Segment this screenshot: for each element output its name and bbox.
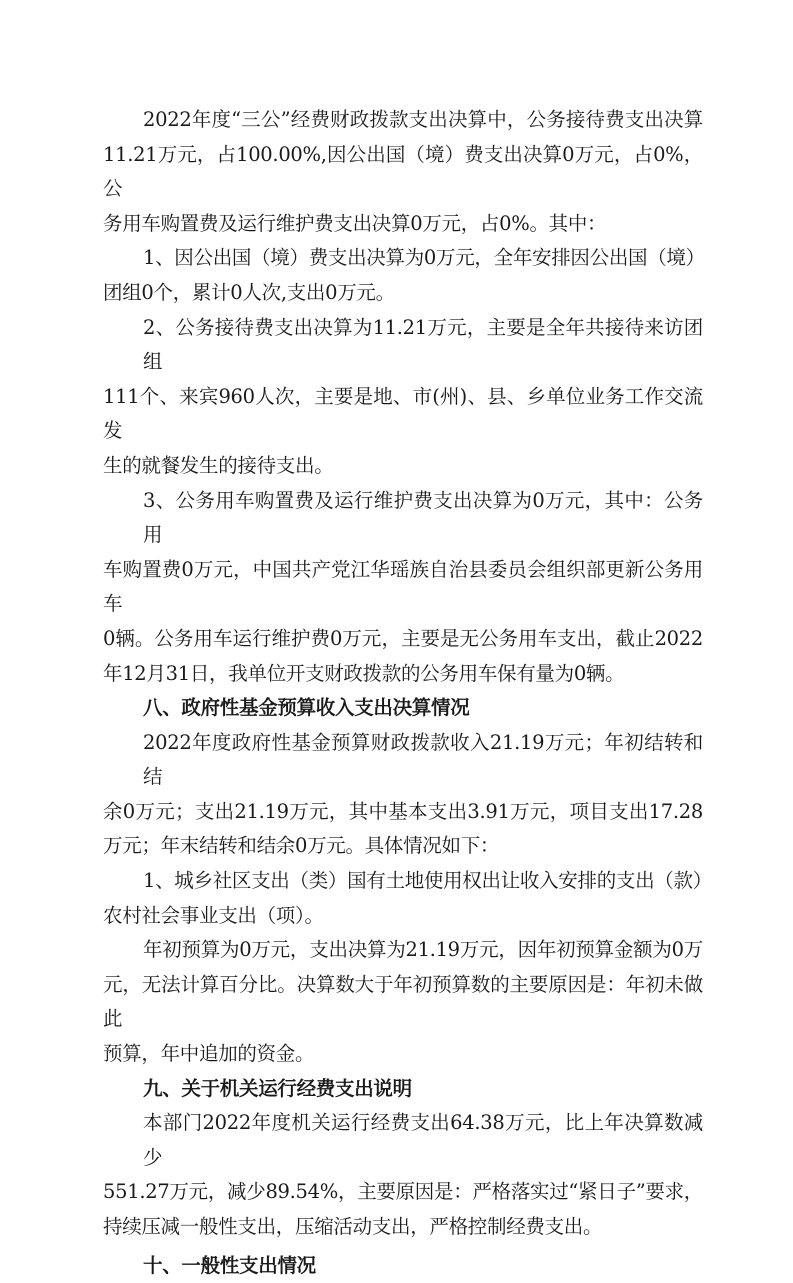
paragraph bbox=[103, 311, 703, 484]
text-line: 1、因公出国（境）费支出决算为0万元，全年安排因公出国（境） bbox=[143, 246, 705, 270]
text-line: 111个、来宾960人次，主要是地、市(州)、县、乡单位业务工作交流发 bbox=[103, 384, 703, 443]
text-line: 0辆。公务用车运行维护费0万元，主要是无公务用车支出，截止2022 bbox=[103, 626, 703, 650]
paragraph bbox=[103, 241, 703, 310]
text-line: 生的就餐发生的接待支出。 bbox=[103, 453, 334, 477]
section-heading bbox=[103, 1072, 703, 1107]
text-line: 农村社会事业支出（项）。 bbox=[103, 903, 324, 927]
text-line: 余0万元；支出21.19万元，其中基本支出3.91万元，项目支出17.28 bbox=[103, 799, 703, 823]
text-line: 元，无法计算百分比。决算数大于年初预算数的主要原因是：年初未做此 bbox=[103, 972, 703, 1031]
text-line: 持续压减一般性支出，压缩活动支出，严格控制经费支出。 bbox=[103, 1215, 603, 1238]
text-line: 11.21万元，占100.00%,因公出国（境）费支出决算0万元，占0%，公 bbox=[103, 142, 703, 201]
text-line: 团组0个，累计0人次,支出0万元。 bbox=[103, 280, 395, 304]
text-line: 年12月31日，我单位开支财政拨款的公务用车保有量为0辆。 bbox=[103, 661, 625, 685]
paragraph bbox=[103, 103, 703, 241]
section-heading bbox=[103, 1249, 703, 1283]
text-line: 1、城乡社区支出（类）国有土地使用权出让收入安排的支出（款） bbox=[143, 869, 712, 893]
text-line: 务用车购置费及运行维护费支出决算0万元，占0%。其中： bbox=[103, 211, 607, 235]
paragraph bbox=[103, 484, 703, 692]
text-line: 年初预算为0万元，支出决算为21.19万元，因年初预算金额为0万 bbox=[143, 938, 703, 962]
text-line: 551.27万元，减少89.54%，主要原因是：严格落实过“紧日子”要求， bbox=[103, 1180, 703, 1204]
text-line: 预算，年中追加的资金。 bbox=[103, 1042, 315, 1066]
paragraph bbox=[103, 864, 712, 933]
paragraph bbox=[103, 726, 703, 864]
text-line: 八、政府性基金预算收入支出决算情况 bbox=[143, 696, 470, 720]
paragraph bbox=[103, 1106, 703, 1244]
text-line: 2022年度政府性基金预算财政拨款收入21.19万元；年初结转和结 bbox=[143, 730, 703, 789]
text-line: 3、公务用车购置费及运行维护费支出决算为0万元，其中：公务用 bbox=[143, 488, 703, 547]
document-body bbox=[103, 103, 712, 1283]
text-line: 2、公务接待费支出决算为11.21万元，主要是全年共接待来访团组 bbox=[143, 315, 703, 374]
paragraph bbox=[103, 933, 703, 1071]
text-line: 本部门2022年度机关运行经费支出64.38万元，比上年决算数减少 bbox=[143, 1111, 703, 1169]
text-line: 车购置费0万元，中国共产党江华瑶族自治县委员会组织部更新公务用车 bbox=[103, 557, 703, 616]
text-line: 2022年度“三公”经费财政拨款支出决算中，公务接待费支出决算 bbox=[143, 108, 703, 131]
section-heading bbox=[103, 691, 703, 726]
text-line: 十、一般性支出情况 bbox=[143, 1253, 316, 1277]
text-line: 九、关于机关运行经费支出说明 bbox=[143, 1076, 412, 1100]
text-line: 万元；年末结转和结余0万元。具体情况如下： bbox=[103, 834, 500, 858]
